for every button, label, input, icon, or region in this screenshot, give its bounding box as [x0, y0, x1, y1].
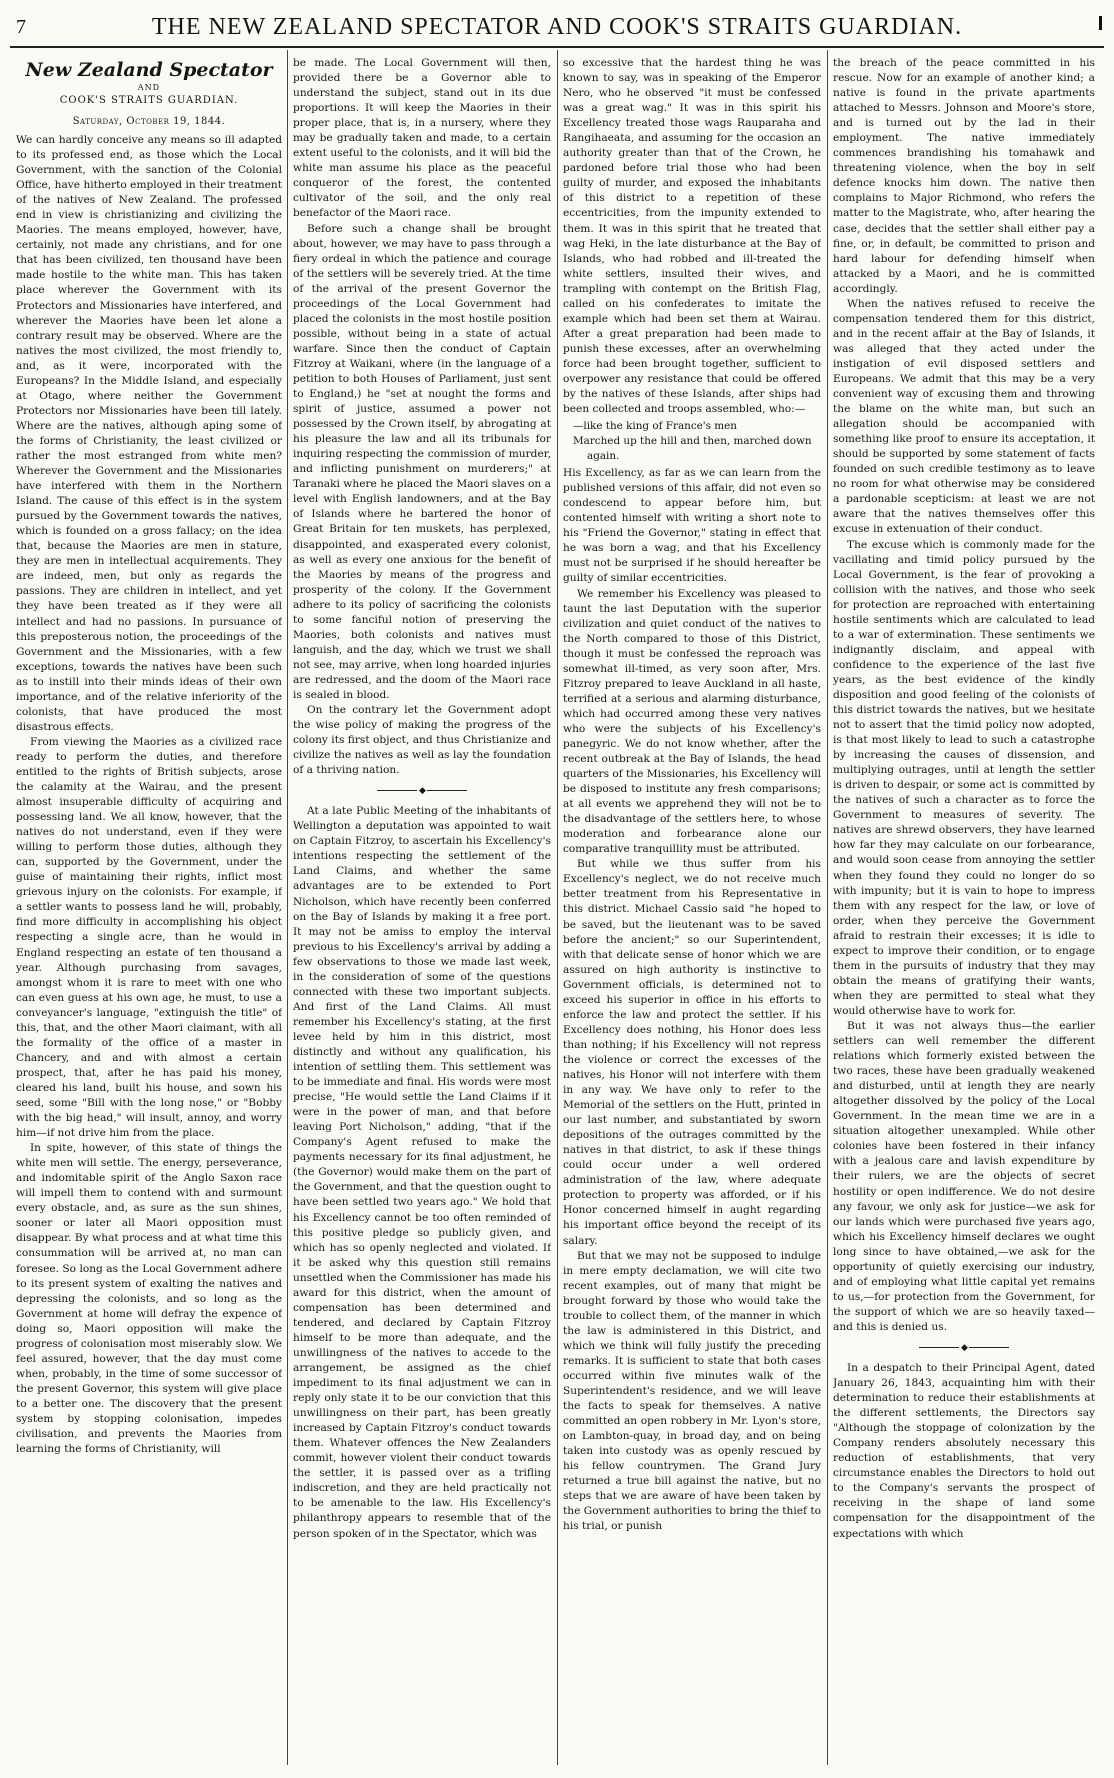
article-paragraph: But it was not always thus—the earlier settlers can well remember the different relations which formerly existed between the two races, these have been gradually weakened and disturbed, until at length they are nearly altogether dissolved by the policy of the Local Government. In the mean time we are in a situation altogether unexampled. While other colonies have been fostered in their infancy with a jealous care and lavish expenditure by their rulers, we are the objects of secret hostility or open indifference. We do not desire any favour, we only ask for justice—we ask for our lands which were purchased five years ago, which his Excellency himself declares we ought long since to have obtained,—we ask for the opportunity of quietly exercising our industry, and of employing what little capital yet remains to us,—for protection from the Government, for the support of which we are so heavily taxed—and this is denied us. — [833, 1020, 1095, 1333]
page-number: 7 — [16, 16, 26, 38]
article-paragraph: But that we may not be supposed to indulge in mere empty declamation, we will cite two recent examples, out of many that might be brought forward by those who would take the trouble to collect them, of the manner in which the law is administered in this District, and which we think will fully justify the preceding remarks. It is sufficient to state that both cases occurred within five minutes walk of the Superintendent's residence, and we will leave the facts to speak for themselves. A native committed an open robbery in Mr. Lyon's store, on Lambton-quay, in broad day, and on being taken into custody was as openly rescued by his fellow countrymen. The Grand Jury returned a true bill against the native, but no steps that we are aware of have been taken by the Government authorities to bring the thief to his trial, or punish — [563, 1249, 821, 1533]
column-rule — [827, 50, 828, 1765]
verse-quote — [573, 419, 821, 464]
article-paragraph: In spite, however, of this state of things the white men will settle. The energy, perseverance, and indomitable spirit of the Anglo Saxon race will impell them to contend with and surmount every obstacle, and, as sure as the sun shines, sooner or later all Maori opposition must disappear. By what process and at what time this consummation will be arrived at, no man can foresee. So long as the Local Government adhere to its present system of exalting the natives and depressing the colonists, and so long as the Government at home will defray the expence of doing so, Maori opposition will make the progress of colonisation most miserably slow. We feel assured, however, that the day must come when, probably, in the time of some successor of the present Governor, this system will give place to a better one. The discovery that the present system by stopping colonisation, impedes civilisation, and prevents the Maories from learning the forms of Christianity, will — [16, 1142, 282, 1456]
article-paragraph: the breach of the peace committed in his rescue. Now for an example of another kind; a native is found in the private apartments attached to Messrs. Johnson and Moore's store, and is turned out by the lad in their employment. The native immediately commences brandishing his tomahawk and threatening violence, when the boy in self defence knocks him down. The native then complains to Major Richmond, who refers the matter to the Magistrate, who, after hearing the case, decides that the settler shall either pay a fine, or, in default, be committed to prison and hard labour for defending himself when attacked by a Maori, and he is committed accordingly. — [833, 57, 1095, 295]
article-paragraph: We can hardly conceive any means so ill adapted to its professed end, as those which the Local Government, with the sanction of the Colonial Office, have hitherto employed in their treatment of the natives of New Zealand. The professed end in view is christianizing and civilizing the Maories. The means employed, however, have, certainly, not made any christians, and for one that has been civilized, ten thousand have been made hostile to the white man. This has taken place wherever the Government with its Protectors and Missionaries have interfered, and wherever the Maories have been let alone a contrary result may be observed. Where are the natives the most civilized, the most friendly to, and, as it were, incorporated with the Europeans? In the Middle Island, and especially at Otago, where neither the Government Protectors nor Missionaries have been till lately. Where are the natives, although aping some of the forms of Christianity, the least civilized or rather the most estranged from white men? Wherever the Government and the Missionaries have interfered with them in the Northern Island. The cause of this effect is in the system pursued by the Government towards the natives, which is founded on a gross fallacy; on the idea that, because the Maories are men in stature, they are men in intellectual acquirements. They are indeed, men, but only as regards the passions. They are children in intellect, and yet they have been treated as if they were all intellect and had no passions. In pursuance of this preposterous notion, the proceedings of the Government and the Missionaries, with a few exceptions, towards the natives have been such as to instill into their minds ideas of their own importance, and of the relative inferiority of the colonists, that have produced the most disastrous effects. — [16, 134, 282, 733]
article-paragraph: From viewing the Maories as a civilized race ready to perform the duties, and therefore entitled to the rights of British subjects, arose the calamity at the Wairau, and the present almost insuperable difficulty of acquiring and possessing land. We all know, however, that the natives do not understand, even if they were willing to perform those duties, although they can, supported by the Government, under the guise of maintaining their rights, inflict most grievous injury on the colonists. For example, if a settler wants to possess land he will, probably, find more difficulty in accomplishing his object respecting a single acre, than he would in England respecting an estate of ten thousand a year. Although purchasing from savages, amongst whom it is rare to meet with one who can even guess at his own age, he must, to use a conveyancer's language, "extinguish the title" of this, that, and the other Maori claimant, with all the formality of the office of a master in Chancery, and and with almost a certain prospect, that, after he has paid his money, cleared his land, built his house, and sown his seed, some "Bill with the long nose," or "Bobby with the big head," will insult, annoy, and worry him—if not drive him from the place. — [16, 735, 282, 1140]
running-title: THE NEW ZEALAND SPECTATOR AND COOK'S STRAITS GUARDIAN. — [151, 14, 963, 40]
article-paragraph: We remember his Excellency was pleased to taunt the last Deputation with the superior civilization and quiet conduct of the natives to the North compared to those of this District, though it must be confessed the reproach was somewhat ill-timed, as very soon after, Mrs. Fitzroy prepared to leave Auckland in all haste, terrified at a serious and alarming disturbance, which had occurred among these very natives who were the subjects of his Excellency's panegyric. We do not know whether, after the recent outbreak at the Bay of Islands, the head quarters of the Missionaries, his Excellency will be disposed to institute any fresh comparisons; at all events we apprehend they will not be to the disadvantage of the settlers here, to whose moderation and forbearance alone our comparative tranquillity must be attributed. — [563, 587, 821, 856]
column-3 — [563, 56, 821, 1768]
masthead-and: AND — [137, 83, 161, 92]
article-paragraph: At a late Public Meeting of the inhabitants of Wellington a deputation was appointed to wait on Captain Fitzroy, to ascertain his Excellency's intentions respecting the settlement of the Land Claims, and whether the same advantages are to be extended to Port Nicholson, which have recently been conferred on the Bay of Islands by making it a free port. It may not be amiss to employ the interval previous to his Excellency's arrival by adding a few observations to those we made last week, in the consideration of some of the questions connected with these two important subjects. And first of the Land Claims. All must remember his Excellency's stating, at the first levee held by him in this district, most distinctly and without any qualification, his intention of settling them. This settlement was to be immediate and final. His words were most precise, "He would settle the Land Claims if it were in the power of man, and that before leaving Port Nicholson," adding, "that if the Company's Agent refused to make the payments necessary for its final adjustment, he (the Governor) would make them on the part of the Government, and that the question ought to have been settled two years ago." We hold that his Excellency cannot be too often reminded of this positive pledge so publicly given, and which has so openly neglected and violated. If it be asked why this question still remains unsettled when the Commissioner has made his award for this district, when the amount of compensation has been determined and tendered, and declared by Captain Fitzroy himself to be more than adequate, and the unwillingness of the natives to accede to the arrangement, be assigned as the chief impediment to its final adjustment we can in reply only state it to be our conviction that this unwillingness on their part, has been greatly increased by Captain Fitzroy's conduct towards them. Whatever offences the New Zealanders commit, however violent their conduct towards the settler, it is passed over as a trifling indiscretion, and they are held practically not to be amenable to the law. His Excellency's philanthropy appears to resemble that of the person spoken of in the Spectator, which was — [293, 805, 551, 1540]
article-paragraph: be made. The Local Government will then, provided there be a Governor able to understand the subject, stand out in its due proportions. It will keep the Maories in their proper place, that is, in a nursery, where they may be gradually taken and made, to a certain extent useful to the colonists, and it will bid the white man assume his place as the peaceful conqueror of the forest, the contented cultivator of the soil, and the only real benefactor of the Maori race. — [293, 57, 551, 220]
article-paragraph: The excuse which is commonly made for the vacillating and timid policy pursued by the Local Government, is the fear of provoking a collision with the natives, and those who seek for protection are reproached with entertaining hostile sentiments which are calculated to lead to a war of extermination. These sentiments we indignantly disclaim, and appeal with confidence to the experience of the last five years, as the best evidence of the kindly disposition and good feeling of the colonists of this district towards the natives, but we hesitate not to assert that the timid policy now adopted, is that most likely to lead to such a catastrophe by increasing the causes of dissension, and multiplying outrages, until at length the settler is driven to despair, or some act is committed by the natives of such a character as to force the Government to measures of severity. The natives are shrewd observers, they have learned how far they may calculate on our forbearance, and would soon cease from annoying the settler when they found they could no longer do so with impunity; but it is vain to hope to impress them with any respect for the law, or love of order, when they perceive the Government afraid to restrain their excesses; it is idle to expect to improve their condition, or to engage them in the pursuits of industry that they may obtain the means of gratifying their wants, when they are permitted to steal what they would otherwise have to work for. — [833, 538, 1095, 1017]
dateline: Saturday, October 19, 1844. — [72, 116, 226, 127]
article-paragraph: In a despatch to their Principal Agent, dated January 26, 1843, acquainting him with their determination to reduce their establishments at the different settlements, the Directors say "Although the stoppage of colonization by the Company renders absolutely necessary this reduction of establishments, that very circumstance enables the Directors to hold out to the Company's servants the prospect of receiving in the shape of land some compensation for the disappointment of the expectations with which — [833, 1361, 1095, 1540]
section-divider: ◆ — [293, 782, 551, 800]
article-paragraph: When the natives refused to receive the compensation tendered them for this district, and in the recent affair at the Bay of Islands, it was alleged that they acted under the instigation of evil disposed settlers and Europeans. We admit that this may be a very convenient way of excusing them and throwing the blame on the white man, but such an allegation should be accompanied with something like proof to ensure its acceptation, it should be supported by some statement of facts founded on such credible testimony as to leave no room for what otherwise may be considered a pardonable scepticism: at least we are not aware that the natives themselves offer this excuse in extenuation of their conduct. — [833, 297, 1095, 536]
verse-line: Marched up the hill and then, marched down — [573, 435, 812, 448]
article-paragraph: But while we thus suffer from his Excellency's neglect, we do not receive much better treatment from his Representative in this district. Michael Cassio said "he hoped to be saved, but the lieutenant was to be saved before the ancient;" so our Superintendent, with that delicate sense of honor which we are assured on high authority is instinctive to Government officials, is determined not to exceed his superior in office in his efforts to enforce the law and protect the settler. If his Excellency does nothing, his Honor does less than nothing; if his Excellency will not repress the violence or correct the excesses of the natives, his Honor will not interfere with them in any way. We have only to refer to the Memorial of the settlers on the Hutt, printed in our last number, and substantiated by sworn depositions of the outrages committed by the natives in that district, to ask if these things could occur under a well ordered administration of the law, where adequate protection to property was afforded, or if his Honor concerned himself in aught regarding his important office beyond the receipt of its salary. — [563, 858, 821, 1247]
running-header — [10, 6, 1104, 48]
print-mark — [1099, 16, 1102, 30]
masthead-subtitle: COOK'S STRAITS GUARDIAN. — [59, 95, 239, 106]
column-rule — [557, 50, 558, 1765]
section-divider: ◆ — [833, 1339, 1095, 1357]
article-paragraph: Before such a change shall be brought about, however, we may have to pass through a fiery ordeal in which the patience and courage of the settlers will be severely tried. At the time of the arrival of the present Governor the proceedings of the Local Government had placed the colonists in the most hostile position possible, without being in a state of actual warfare. Since then the conduct of Captain Fitzroy at Waikani, where (in the language of a petition to both Houses of Parliament, just sent to England,) he "set at nought the forms and spirit of justice, assumed a power not possessed by the Crown itself, by abrogating at his pleasure the law and all its tribunals for inquiring respecting the commission of murder, and inflicting punishment on murderers;" at Taranaki where he placed the Maori slaves on a level with English landowners, and at the Bay of Islands where he bartered the honor of Great Britain for ten muskets, has perplexed, disappointed, and exasperated every colonist, as well as every one anxious for the benefit of the Maories by means of the progress and prosperity of the colony. If the Government adhere to its policy of sacrificing the colonists to some fanciful notion of preserving the Maories, both colonists and natives must languish, and the day, which we trust we shall not see, may arrive, when long hoarded injuries are redressed, and the doom of the Maori race is sealed in blood. — [293, 222, 551, 701]
article-paragraph: so excessive that the hardest thing he was known to say, was in speaking of the Emperor Nero, who he observed "it must be confessed was a great wag." It was in this spirit his Excellency treated those wags Rauparaha and Rangihaeata, and assuming for the occasion an authority greater than that of the Crown, he pardoned before trial those who had been guilty of murder, and exposed the inhabitants of this district to a repetition of these eccentricities, from the impunity extended to them. It was in this spirit that he treated that wag Heki, in the late disturbance at the Bay of Islands, who had robbed and ill-treated the white settlers, insulted their wives, and trampling with contempt on the British Flag, called on his confederates to imitate the example which had been set them at Wairau. After a great preparation had been made to punish these excesses, after an overwhelming force had been brought together, sufficient to overpower any resistance that could be offered by the natives of these Islands, after ships had been collected and troops assembled, who:— — [563, 57, 821, 416]
masthead-title: New Zealand Spectator — [25, 59, 273, 81]
column-1 — [16, 56, 282, 1768]
article-paragraph: On the contrary let the Government adopt the wise policy of making the progress of the colony its first object, and thus Christianize and civilize the natives as well as lay the foundation of a thriving nation. — [293, 704, 551, 777]
column-4 — [833, 56, 1095, 1768]
column-rule — [287, 50, 288, 1765]
article-paragraph: His Excellency, as far as we can learn from the published versions of this affair, did not even so condescend to appear before him, but contented himself with writing a short note to his "Friend the Governor," stating in effect that he was born a wag, and that his Excellency must not be surprised if he should hereafter be guilty of similar eccentricities. — [563, 467, 821, 585]
verse-line: again. — [587, 450, 620, 463]
verse-line: —like the king of France's men — [573, 420, 737, 433]
column-2 — [293, 56, 551, 1768]
